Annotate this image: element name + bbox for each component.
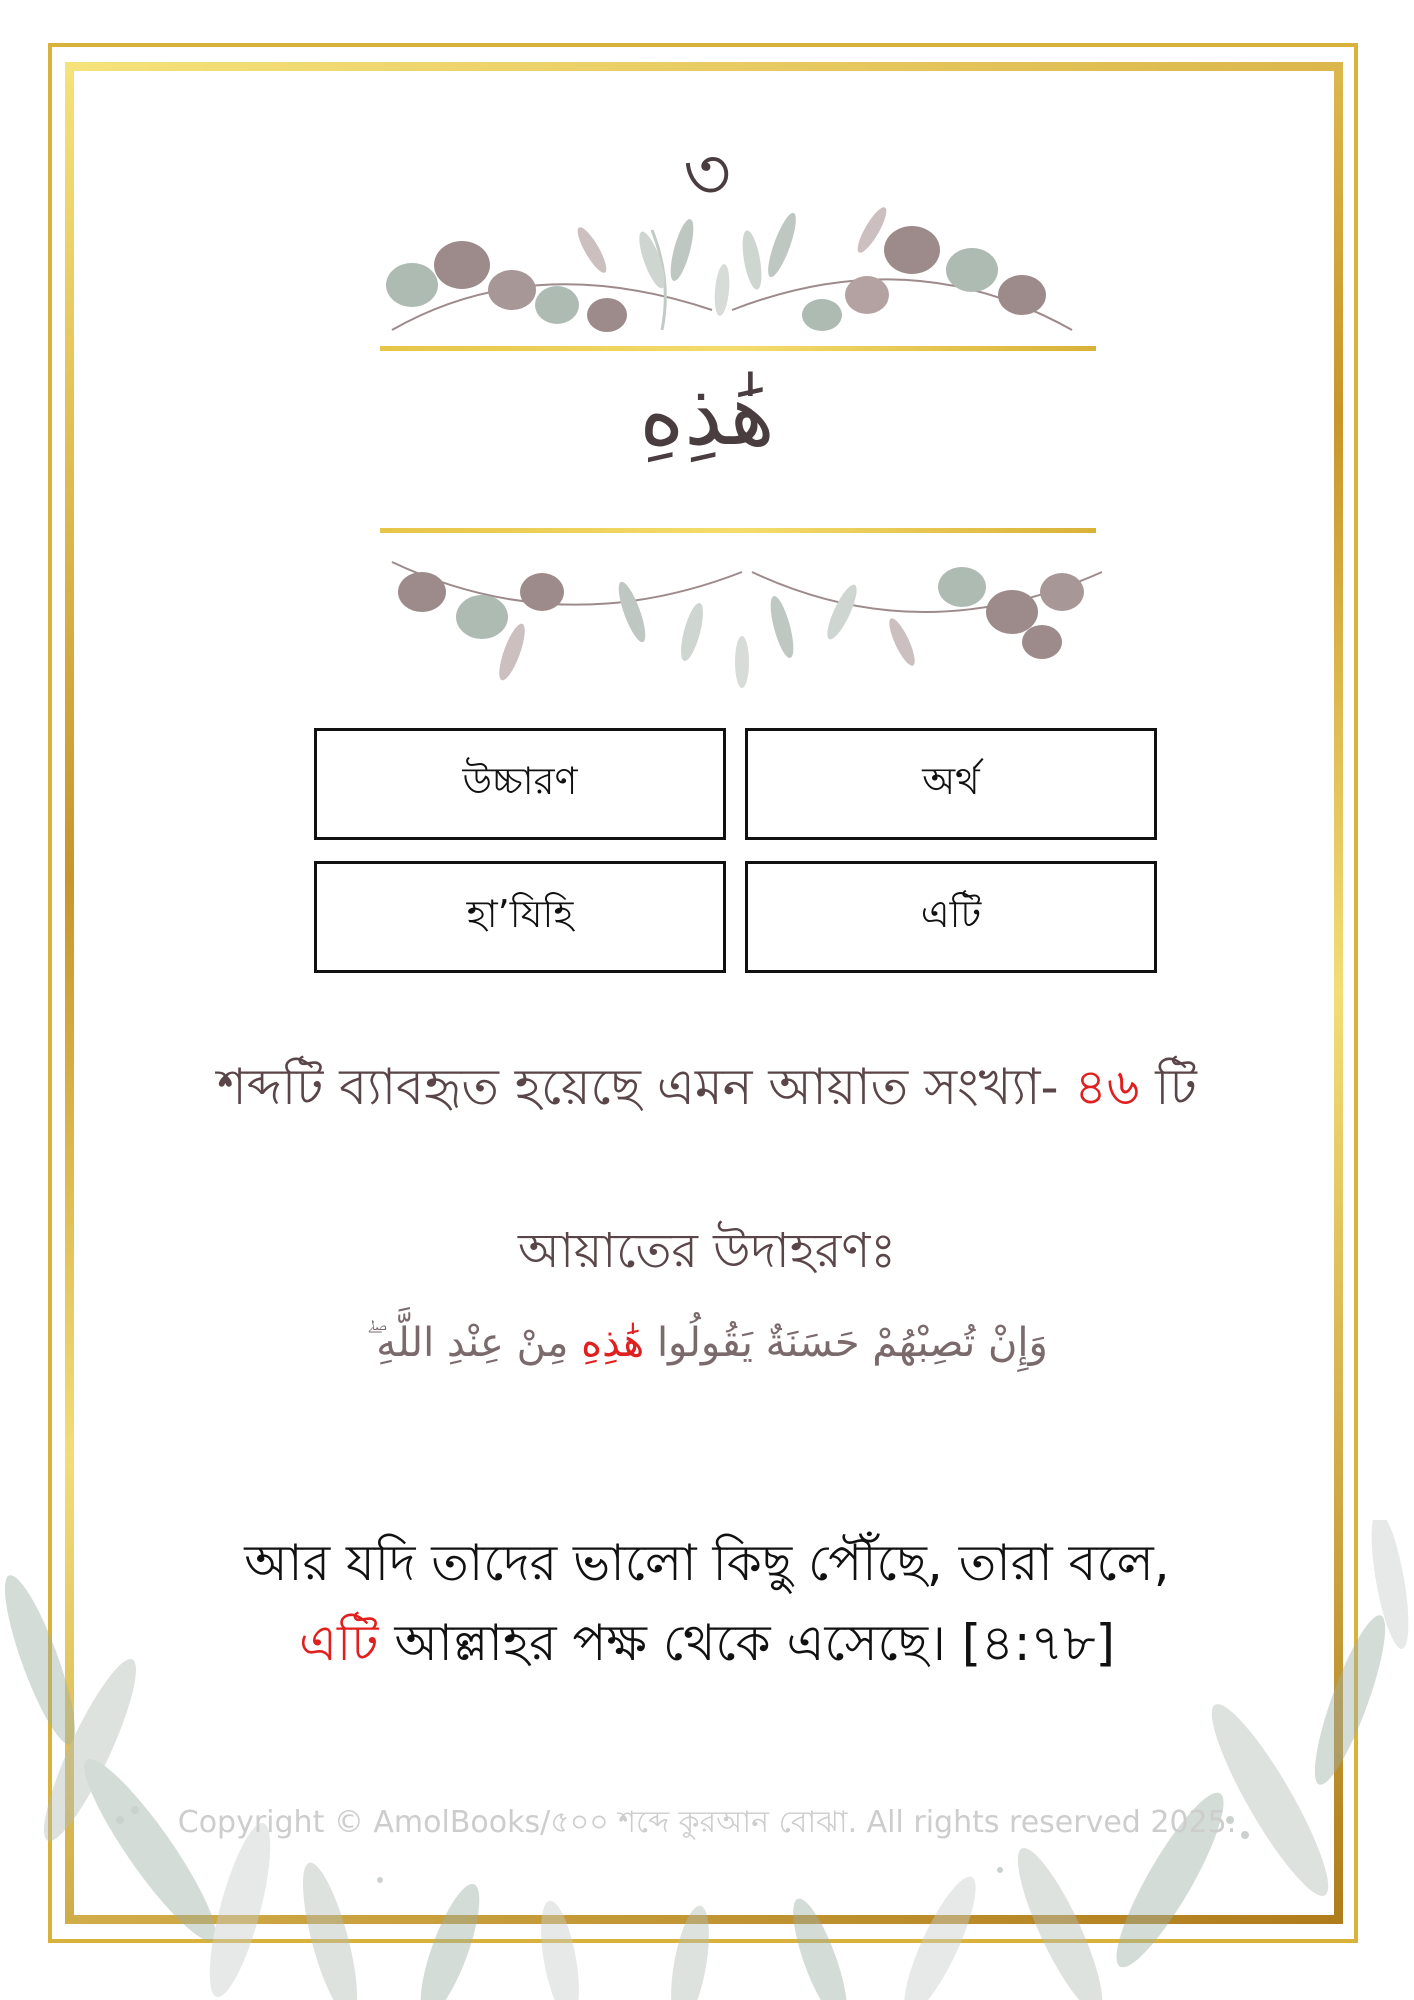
ayah-before: وَإِنْ تُصِبْهُمْ حَسَنَةٌ يَقُولُوا: [656, 1320, 1048, 1366]
translation-line-2-rest: আল্লাহর পক্ষ থেকে এসেছে। [৪:৭৮]: [394, 1614, 1116, 1672]
ayah-highlight: هَٰذِهِ: [581, 1320, 645, 1366]
pronunciation-header-cell: উচ্চারণ: [314, 728, 726, 840]
pronunciation-value-cell: হা’যিহি: [314, 861, 726, 973]
top-foliage-illustration: [352, 190, 1112, 350]
page-number: ৩: [682, 131, 732, 217]
example-heading: আয়াতের উদাহরণঃ: [518, 1223, 896, 1279]
top-gold-divider: [380, 346, 1096, 351]
copyright-notice: Copyright © AmolBooks/৫০০ শব্দে কুরআন বোঝা. All rights reserved 2025.: [177, 1805, 1237, 1840]
usage-count-line: [0, 1050, 1414, 1133]
meaning-value-cell: এটি: [745, 861, 1157, 973]
usage-count-suffix: টি: [1155, 1058, 1197, 1116]
bottom-foliage-illustration: [362, 532, 1122, 692]
meaning-header-cell: অর্থ: [745, 728, 1157, 840]
usage-count-value: ৪৬: [1074, 1058, 1140, 1116]
example-ayah: [0, 1320, 1414, 1366]
ayah-after: مِنْ عِنْدِ اللَّهِ ۖ: [366, 1320, 569, 1366]
translation-highlight: এটি: [298, 1614, 379, 1672]
arabic-word: هَٰذِهِ: [639, 365, 775, 465]
footer-foliage-illustration: [0, 1520, 1414, 2000]
translation-line-1: আর যদি তাদের ভালো কিছু পৌঁছে, তারা বলে,: [244, 1534, 1170, 1592]
usage-count-label: শব্দটি ব্যাবহৃত হয়েছে এমন আয়াত সংখ্যা-: [217, 1058, 1059, 1116]
